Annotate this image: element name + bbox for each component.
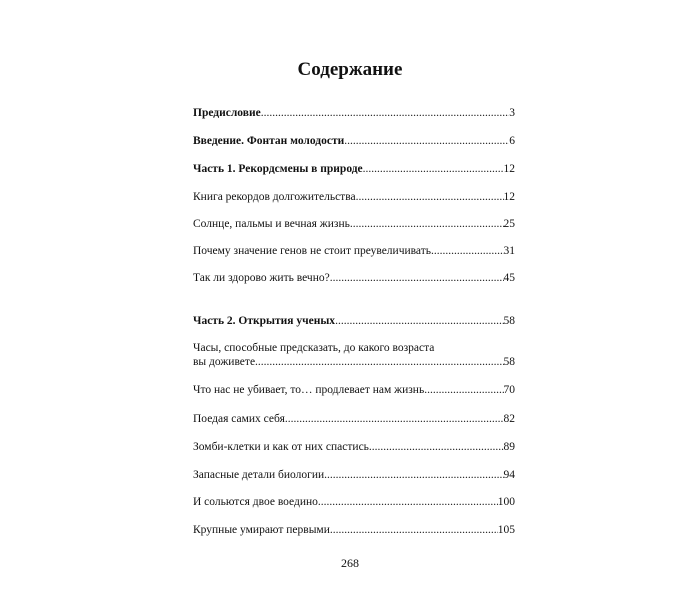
toc-entry-label: Предисловие	[193, 107, 261, 119]
toc-entry-page: 94	[503, 469, 515, 481]
toc-entry-label: вы доживете	[193, 356, 256, 368]
toc-entry-page: 31	[503, 245, 515, 257]
toc-entry	[193, 217, 515, 231]
toc-entry-label: Часть 2. Открытия ученых	[193, 315, 336, 327]
dot-leader	[261, 106, 510, 120]
dot-leader	[344, 134, 509, 148]
toc-entry-page: 3	[509, 107, 515, 119]
toc-entry-page: 6	[509, 135, 515, 147]
dot-leader	[369, 440, 504, 454]
toc-entry-label-line-1: Часы, способные предсказать, до какого возраста	[193, 342, 435, 354]
toc-entry	[193, 190, 515, 204]
toc-entry	[193, 468, 515, 482]
toc-entry-part-2	[193, 314, 515, 328]
dot-leader	[255, 355, 503, 369]
toc-entry-label: Почему значение генов не стоит преувеличивать	[193, 245, 431, 257]
toc-entry-label: Поедая самих себя	[193, 413, 285, 425]
toc-entry-page: 89	[503, 441, 515, 453]
toc-entry-label: Книга рекордов долгожительства	[193, 191, 356, 203]
toc-entry-page: 25	[503, 218, 515, 230]
toc-entry-page: 12	[503, 163, 515, 175]
dot-leader	[356, 190, 504, 204]
toc-entry	[193, 383, 515, 397]
toc-entry-label: Крупные умирают первыми	[193, 524, 330, 536]
toc-entry-label: И сольются двое воедино	[193, 496, 318, 508]
toc-entry-page: 58	[503, 356, 515, 368]
toc-entry-label: Введение. Фонтан молодости	[193, 135, 345, 147]
toc-entry-page: 70	[503, 384, 515, 396]
dot-leader	[324, 468, 503, 482]
dot-leader	[363, 162, 504, 176]
toc-entry-label: Часть 1. Рекордсмены в природе	[193, 163, 363, 175]
toc-entry-label: Что нас не убивает, то… продлевает нам жизнь	[193, 384, 425, 396]
dot-leader	[424, 383, 503, 397]
toc-entry	[193, 412, 515, 426]
dot-leader	[350, 217, 504, 231]
dot-leader	[431, 244, 504, 258]
toc-entry-part-1	[193, 162, 515, 176]
dot-leader	[335, 314, 503, 328]
toc-entry-page: 82	[503, 413, 515, 425]
toc-entry	[193, 244, 515, 258]
dot-leader	[330, 271, 504, 285]
toc-entry-page: 12	[503, 191, 515, 203]
toc-entry-page: 58	[503, 315, 515, 327]
toc-entry	[193, 271, 515, 285]
page-number: 268	[341, 556, 359, 570]
toc-entry-preface	[193, 106, 515, 120]
dot-leader	[285, 412, 504, 426]
toc-entry-introduction	[193, 134, 515, 148]
toc-entry-page: 45	[503, 272, 515, 284]
toc-entry-multiline	[193, 341, 515, 369]
toc-entry-label: Запасные детали биологии	[193, 469, 325, 481]
toc-entry-label: Так ли здорово жить вечно?	[193, 272, 330, 284]
toc-entry-page: 105	[497, 524, 515, 536]
dot-leader	[330, 523, 498, 537]
toc-entry	[193, 523, 515, 537]
toc-entry-label: Солнце, пальмы и вечная жизнь	[193, 218, 350, 230]
toc-entry-label: Зомби-клетки и как от них спастись	[193, 441, 369, 453]
toc-entry	[193, 495, 515, 509]
dot-leader	[318, 495, 498, 509]
toc-entry-page: 100	[497, 496, 515, 508]
page-title: Содержание	[297, 59, 403, 80]
toc-entry	[193, 440, 515, 454]
